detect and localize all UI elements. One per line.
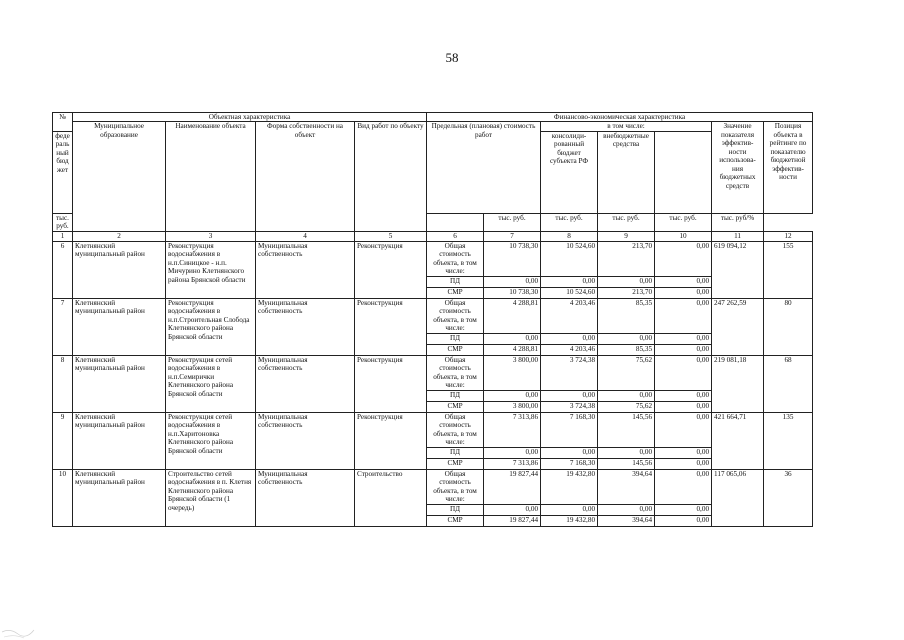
column-number: 6 bbox=[427, 231, 484, 241]
row-federal: 3 724,38 bbox=[541, 355, 598, 390]
row-consolidated: 85,35 bbox=[598, 298, 655, 333]
subrow-value: 0,00 bbox=[598, 333, 655, 344]
subrow-value: 3 724,38 bbox=[541, 401, 598, 412]
row-efficiency: 247 262,59 bbox=[712, 298, 764, 355]
row-total-label: Общая стоимость объекта, в том числе: bbox=[427, 355, 484, 390]
row-federal: 7 168,30 bbox=[541, 412, 598, 447]
subrow-label: ПД bbox=[427, 333, 484, 344]
row-total: 3 800,00 bbox=[484, 355, 541, 390]
column-number: 2 bbox=[73, 231, 166, 241]
subrow-label: СМР bbox=[427, 515, 484, 526]
row-consolidated: 75,62 bbox=[598, 355, 655, 390]
subrow-value: 0,00 bbox=[655, 458, 712, 469]
row-municipality: Клетнянский муниципальный район bbox=[73, 355, 166, 412]
subrow-value: 0,00 bbox=[541, 390, 598, 401]
subrow-label: СМР bbox=[427, 344, 484, 355]
header-extrabudget: внебюджетные средства bbox=[598, 131, 655, 213]
table-row bbox=[53, 412, 813, 447]
subrow-label: ПД bbox=[427, 447, 484, 458]
row-work-type: Реконструкция bbox=[355, 241, 427, 298]
subrow-label: ПД bbox=[427, 390, 484, 401]
row-municipality: Клетнянский муниципальный район bbox=[73, 412, 166, 469]
column-number: 12 bbox=[764, 231, 813, 241]
column-number: 10 bbox=[655, 231, 712, 241]
subrow-value: 0,00 bbox=[541, 333, 598, 344]
subrow-value: 0,00 bbox=[541, 447, 598, 458]
unit-cell: тыс. руб. bbox=[598, 213, 655, 231]
row-rating: 68 bbox=[764, 355, 813, 412]
row-number: 9 bbox=[53, 412, 73, 469]
row-number: 8 bbox=[53, 355, 73, 412]
row-total-label: Общая стоимость объекта, в том числе: bbox=[427, 298, 484, 333]
row-extrabudget: 0,00 bbox=[655, 355, 712, 390]
investment-table bbox=[52, 112, 813, 527]
row-rating: 80 bbox=[764, 298, 813, 355]
row-total: 4 288,81 bbox=[484, 298, 541, 333]
row-total-label: Общая стоимость объекта, в том числе: bbox=[427, 469, 484, 504]
subrow-value: 75,62 bbox=[598, 401, 655, 412]
header-municipality: Муниципальное образование bbox=[73, 122, 166, 231]
header-including: в том числе: bbox=[541, 122, 712, 131]
column-number: 3 bbox=[166, 231, 256, 241]
subrow-value: 7 168,30 bbox=[541, 458, 598, 469]
row-extrabudget: 0,00 bbox=[655, 469, 712, 504]
header-ownership: Форма собственности на объект bbox=[256, 122, 355, 231]
row-federal: 4 203,46 bbox=[541, 298, 598, 333]
subrow-value: 19 432,80 bbox=[541, 515, 598, 526]
subrow-value: 0,00 bbox=[655, 401, 712, 412]
subrow-label: ПД bbox=[427, 504, 484, 515]
row-number: 10 bbox=[53, 469, 73, 526]
subrow-value: 213,70 bbox=[598, 287, 655, 298]
row-municipality: Клетнянский муниципальный район bbox=[73, 469, 166, 526]
unit-cell-empty bbox=[427, 213, 484, 231]
table-row bbox=[53, 355, 813, 390]
row-object-name: Реконструкция водоснабжения в н.п.Строительная Слобода Клетнянского района Брянской области bbox=[166, 298, 256, 355]
row-work-type: Реконструкция bbox=[355, 355, 427, 412]
subrow-value: 0,00 bbox=[655, 276, 712, 287]
unit-cell: тыс. руб/% bbox=[712, 213, 764, 231]
unit-cell: тыс. руб. bbox=[484, 213, 541, 231]
subrow-value: 394,64 bbox=[598, 515, 655, 526]
row-total: 19 827,44 bbox=[484, 469, 541, 504]
scan-artifact bbox=[0, 610, 60, 640]
row-extrabudget: 0,00 bbox=[655, 241, 712, 276]
table-row bbox=[53, 241, 813, 276]
subrow-value: 0,00 bbox=[655, 504, 712, 515]
subrow-value: 0,00 bbox=[484, 276, 541, 287]
row-federal: 19 432,80 bbox=[541, 469, 598, 504]
subrow-value: 0,00 bbox=[598, 447, 655, 458]
subrow-value: 10 738,30 bbox=[484, 287, 541, 298]
column-number: 11 bbox=[712, 231, 764, 241]
row-object-name: Строительство сетей водоснабжения в п. Клетня Клетнянского района Брянской области (1 очередь) bbox=[166, 469, 256, 526]
row-federal: 10 524,60 bbox=[541, 241, 598, 276]
column-number: 1 bbox=[53, 231, 73, 241]
row-object-name: Реконструкция сетей водоснабжения в н.п.Харитоновка Клетнянского района Брянской области bbox=[166, 412, 256, 469]
row-efficiency: 219 081,18 bbox=[712, 355, 764, 412]
row-rating: 135 bbox=[764, 412, 813, 469]
header-object-name: Наименование объекта bbox=[166, 122, 256, 231]
unit-cell: тыс. руб. bbox=[541, 213, 598, 231]
header-efficiency-value: Значение показателя эффектив-ности использова-ния бюджетных средств bbox=[712, 122, 764, 213]
subrow-value: 0,00 bbox=[598, 276, 655, 287]
row-consolidated: 145,56 bbox=[598, 412, 655, 447]
header-number: № bbox=[53, 113, 73, 132]
subrow-value: 0,00 bbox=[484, 390, 541, 401]
row-work-type: Реконструкция bbox=[355, 412, 427, 469]
row-efficiency: 117 065,06 bbox=[712, 469, 764, 526]
column-number: 9 bbox=[598, 231, 655, 241]
subrow-label: СМР bbox=[427, 458, 484, 469]
row-rating: 155 bbox=[764, 241, 813, 298]
row-ownership: Муниципальная собственность bbox=[256, 355, 355, 412]
row-rating: 36 bbox=[764, 469, 813, 526]
subrow-value: 4 203,46 bbox=[541, 344, 598, 355]
header-work-type: Вид работ по объекту bbox=[355, 122, 427, 231]
row-ownership: Муниципальная собственность bbox=[256, 298, 355, 355]
header-object-group: Объектная характеристика bbox=[73, 113, 427, 122]
row-extrabudget: 0,00 bbox=[655, 298, 712, 333]
subrow-label: СМР bbox=[427, 401, 484, 412]
table-row bbox=[53, 469, 813, 504]
unit-cell: тыс. руб. bbox=[53, 213, 73, 231]
subrow-value: 0,00 bbox=[484, 504, 541, 515]
header-rating-position: Позиция объекта в рейтинге по показателю бюджетной эффектив-ности bbox=[764, 122, 813, 213]
subrow-value: 0,00 bbox=[484, 333, 541, 344]
subrow-value: 0,00 bbox=[541, 504, 598, 515]
subrow-value: 10 524,60 bbox=[541, 287, 598, 298]
row-total: 7 313,86 bbox=[484, 412, 541, 447]
row-object-name: Реконструкция сетей водоснабжения в н.п.Семирички Клетнянского района Брянской области bbox=[166, 355, 256, 412]
row-municipality: Клетнянский муниципальный район bbox=[73, 298, 166, 355]
row-total: 10 738,30 bbox=[484, 241, 541, 276]
subrow-value: 4 288,81 bbox=[484, 344, 541, 355]
header-finance-group: Финансово-экономическая характеристика bbox=[427, 113, 813, 122]
header-consolidated: консолиди-рованный бюджет субъекта РФ bbox=[541, 131, 598, 213]
row-object-name: Реконструкция водоснабжения в н.п.Синицкое - н.п. Мичурино Клетнянского района Брянской области bbox=[166, 241, 256, 298]
row-consolidated: 213,70 bbox=[598, 241, 655, 276]
subrow-label: СМР bbox=[427, 287, 484, 298]
subrow-value: 0,00 bbox=[484, 447, 541, 458]
subrow-value: 0,00 bbox=[655, 390, 712, 401]
subrow-value: 0,00 bbox=[655, 344, 712, 355]
subrow-value: 19 827,44 bbox=[484, 515, 541, 526]
subrow-value: 0,00 bbox=[598, 390, 655, 401]
subrow-value: 0,00 bbox=[655, 515, 712, 526]
column-number: 5 bbox=[355, 231, 427, 241]
subrow-value: 3 800,00 bbox=[484, 401, 541, 412]
subrow-value: 85,35 bbox=[598, 344, 655, 355]
subrow-value: 7 313,86 bbox=[484, 458, 541, 469]
row-ownership: Муниципальная собственность bbox=[256, 241, 355, 298]
row-work-type: Реконструкция bbox=[355, 298, 427, 355]
row-total-label: Общая стоимость объекта, в том числе: bbox=[427, 241, 484, 276]
subrow-value: 0,00 bbox=[598, 504, 655, 515]
subrow-label: ПД bbox=[427, 276, 484, 287]
page-number: 58 bbox=[445, 50, 459, 65]
row-number: 6 bbox=[53, 241, 73, 298]
unit-cell: тыс. руб. bbox=[655, 213, 712, 231]
header-federal: федеральный бюджет bbox=[53, 131, 73, 213]
row-ownership: Муниципальная собственность bbox=[256, 469, 355, 526]
row-municipality: Клетнянский муниципальный район bbox=[73, 241, 166, 298]
row-extrabudget: 0,00 bbox=[655, 412, 712, 447]
subrow-value: 0,00 bbox=[655, 333, 712, 344]
row-work-type: Строительство bbox=[355, 469, 427, 526]
column-number: 8 bbox=[541, 231, 598, 241]
row-efficiency: 421 664,71 bbox=[712, 412, 764, 469]
column-number: 4 bbox=[256, 231, 355, 241]
subrow-value: 145,56 bbox=[598, 458, 655, 469]
subrow-value: 0,00 bbox=[541, 276, 598, 287]
subrow-value: 0,00 bbox=[655, 447, 712, 458]
row-consolidated: 394,64 bbox=[598, 469, 655, 504]
row-total-label: Общая стоимость объекта, в том числе: bbox=[427, 412, 484, 447]
header-limit-cost: Предельная (плановая) стоимость работ bbox=[427, 122, 541, 213]
row-number: 7 bbox=[53, 298, 73, 355]
table-row bbox=[53, 298, 813, 333]
row-ownership: Муниципальная собственность bbox=[256, 412, 355, 469]
row-efficiency: 619 094,12 bbox=[712, 241, 764, 298]
column-number: 7 bbox=[484, 231, 541, 241]
subrow-value: 0,00 bbox=[655, 287, 712, 298]
